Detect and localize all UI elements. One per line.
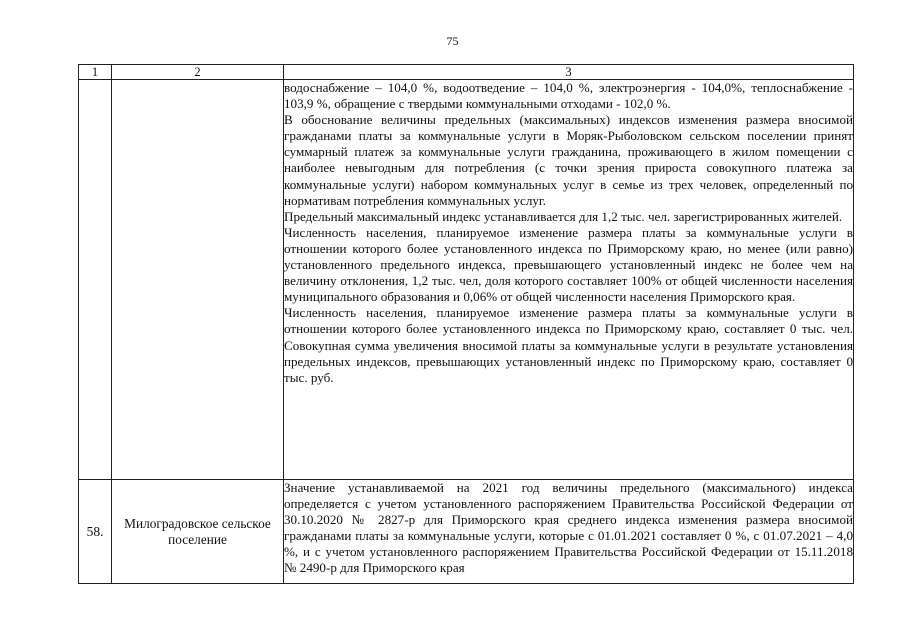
header-col-1: 1 [79,65,112,80]
paragraph: Значение устанавливаемой на 2021 год величины предельного (максимального) индекса определяется с учетом установленного распоряжением Правительства Российской Федерации от 30.10.2020 № 2827-р для Приморского края среднего индекса изменения размера вносимой гражданами платы за коммунальные услуги, которые с 01.01.2021 составляет 0 %, с 01.07.2021 – 4,0 %, и с учетом установленного распоряжением Правительства Российской Федерации от 15.11.2018 № 2490-р для Приморского края [284,480,853,576]
table-row-continued [79,80,854,480]
settlement-name: Милоградовское сельское поселение [112,480,284,584]
municipal-index-table [78,64,854,584]
row-description [284,480,854,584]
paragraph: Предельный максимальный индекс устанавливается для 1,2 тыс. чел. зарегистрированных жителей. [284,208,843,224]
table-row-58 [79,480,854,584]
table-header-row [79,65,854,80]
header-col-3: 3 [284,65,854,80]
settlement-name [112,80,284,480]
paragraph: водоснабжение – 104,0 %, водоотведение – 104,0 %, электроэнергия - 104,0%, теплоснабжение - 103,9 %, обращение с твердыми коммунальными отходами - 102,0 %. [284,80,853,112]
page-number: 75 [446,34,459,48]
header-col-2: 2 [112,65,284,80]
row-number [79,80,112,480]
paragraph: Численность населения, планируемое изменение размера платы за коммунальные услуги в отношении которого более установленного индекса по Приморскому краю, составляет 0 тыс. чел. Совокупная сумма увеличения вносимой платы за коммунальные услуги в результате установления предельных индексов, превышающих установленный индекс по Приморскому краю, составляет 0 тыс. руб. [284,305,853,385]
row-number: 58. [79,480,112,584]
paragraph: Численность населения, планируемое изменение размера платы за коммунальные услуги в отношении которого более установленного индекса по Приморскому краю, но менее (или равно) установленного предельного индекса, превышающего установленный индекс не более чем на величину отклонения, 1,2 тыс. чел, доля которого составляет 100% от общей численности населения муниципального образования и 0,06% от общей численности населения Приморского края. [284,224,853,305]
row-description [284,80,854,480]
paragraph: В обоснование величины предельных (максимальных) индексов изменения размера вносимой гражданами платы за коммунальные услуги в Моряк-Рыболовском сельском поселении принят суммарный платеж за коммунальные услуги гражданина, проживающего в жилом помещении с наиболее невыгодным для потребления (с точки зрения прироста совокупного платежа за коммунальные услуги) набором коммунальных услуг в семье из трех человек, определенный по нормативам потребления коммунальных услуг. [284,112,853,208]
